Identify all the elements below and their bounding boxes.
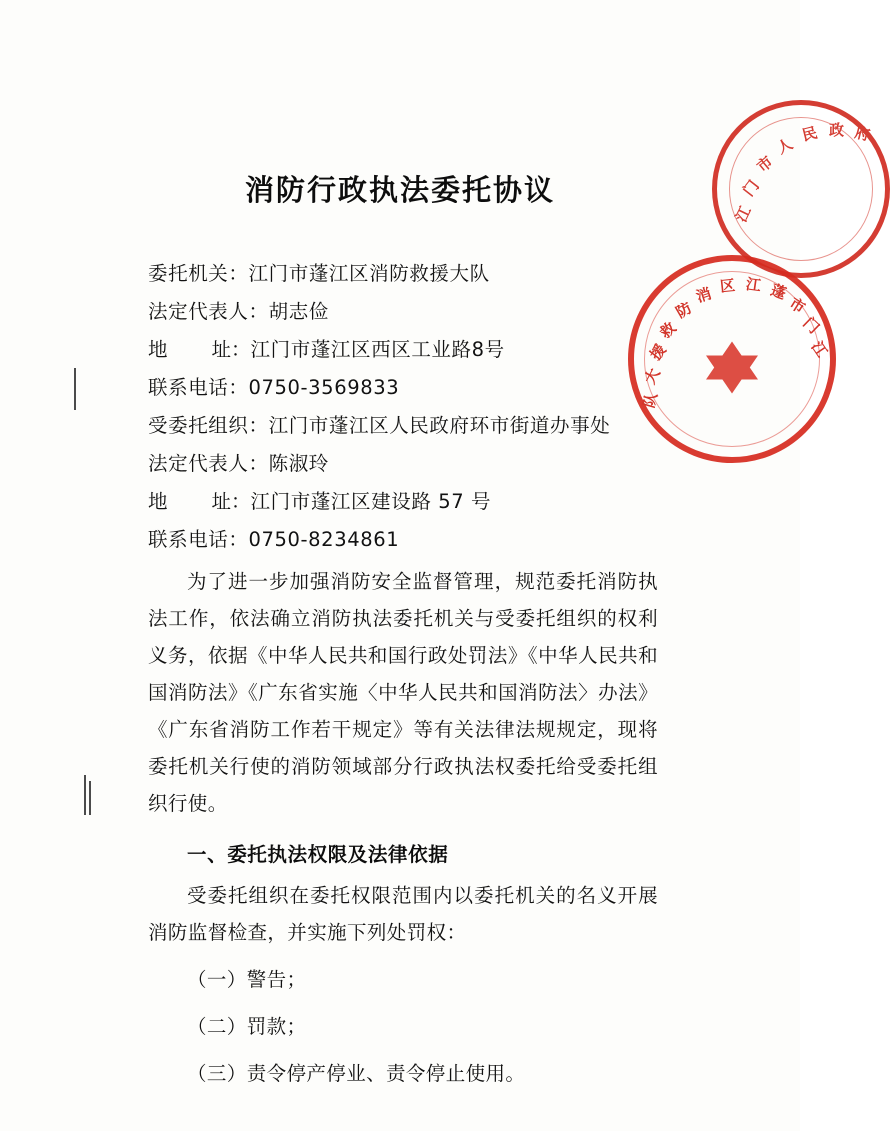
- field-value: 江门市蓬江区西区工业路8号: [250, 338, 505, 361]
- list-item: （一）警告；: [187, 968, 307, 991]
- field-value: 江门市蓬江区消防救援大队: [248, 262, 490, 285]
- section-one-paragraph: 受委托组织在委托权限范围内以委托机关的名义开展消防监督检查，并实施下列处罚权：: [148, 884, 658, 944]
- seal-top-text: 江 门 市 人 民 政 府: [731, 121, 873, 225]
- field-row-legal-representative-1: [148, 293, 800, 331]
- seal-main-text: 队 大 援 救 防 消 区 江 蓬 市 门 江: [639, 274, 832, 410]
- field-label: [148, 331, 251, 369]
- field-label: 受委托组织：: [148, 414, 269, 437]
- field-label-left: 地: [148, 338, 168, 361]
- field-label: 联系电话：: [148, 376, 249, 399]
- section-heading-one: 一、委托执法权限及法律依据: [187, 843, 449, 866]
- field-label: 法定代表人：: [148, 300, 269, 323]
- field-value: 陈淑玲: [268, 452, 329, 475]
- list-item: （二）罚款；: [187, 1015, 307, 1038]
- field-row-address-2: [148, 483, 800, 521]
- field-label: 联系电话：: [148, 528, 249, 551]
- field-value: 0750-3569833: [248, 376, 400, 399]
- field-value: 胡志俭: [268, 300, 329, 323]
- field-label: 法定代表人：: [148, 452, 269, 475]
- field-value: 0750-8234861: [248, 528, 400, 551]
- preamble-paragraph: 为了进一步加强消防安全监督管理，规范委托消防执法工作，依法确立消防执法委托机关与受委托组织的权利义务，依据《中华人民共和国行政处罚法》《中华人民共和国消防法》《广东省实施〈中华人民共和国消防法〉办法》《广东省消防工作若干规定》等有关法律法规规定，现将委托机关行使的消防领域部分行政执法权委托给受委托组织行使。: [148, 570, 658, 815]
- field-value: 江门市蓬江区人民政府环市街道办事处: [268, 414, 611, 437]
- field-label-right: 址：: [211, 490, 251, 513]
- document-body: [0, 563, 800, 1092]
- field-label-right: 址：: [211, 338, 251, 361]
- field-row-entrusted-organization: [148, 407, 800, 445]
- field-value: 江门市蓬江区建设路 57 号: [250, 490, 492, 513]
- field-row-phone-2: [148, 521, 800, 559]
- field-label-left: 地: [148, 490, 168, 513]
- field-row-legal-representative-2: [148, 445, 800, 483]
- field-row-address-1: [148, 331, 800, 369]
- field-label: [148, 483, 251, 521]
- field-label: 委托机关：: [148, 262, 249, 285]
- party-info-block: [0, 255, 800, 559]
- field-row-phone-1: [148, 369, 800, 407]
- field-row-entrusting-authority: [148, 255, 800, 293]
- list-item: （三）责令停产停业、责令停止使用。: [187, 1062, 526, 1085]
- page-title: 消防行政执法委托协议: [244, 173, 555, 207]
